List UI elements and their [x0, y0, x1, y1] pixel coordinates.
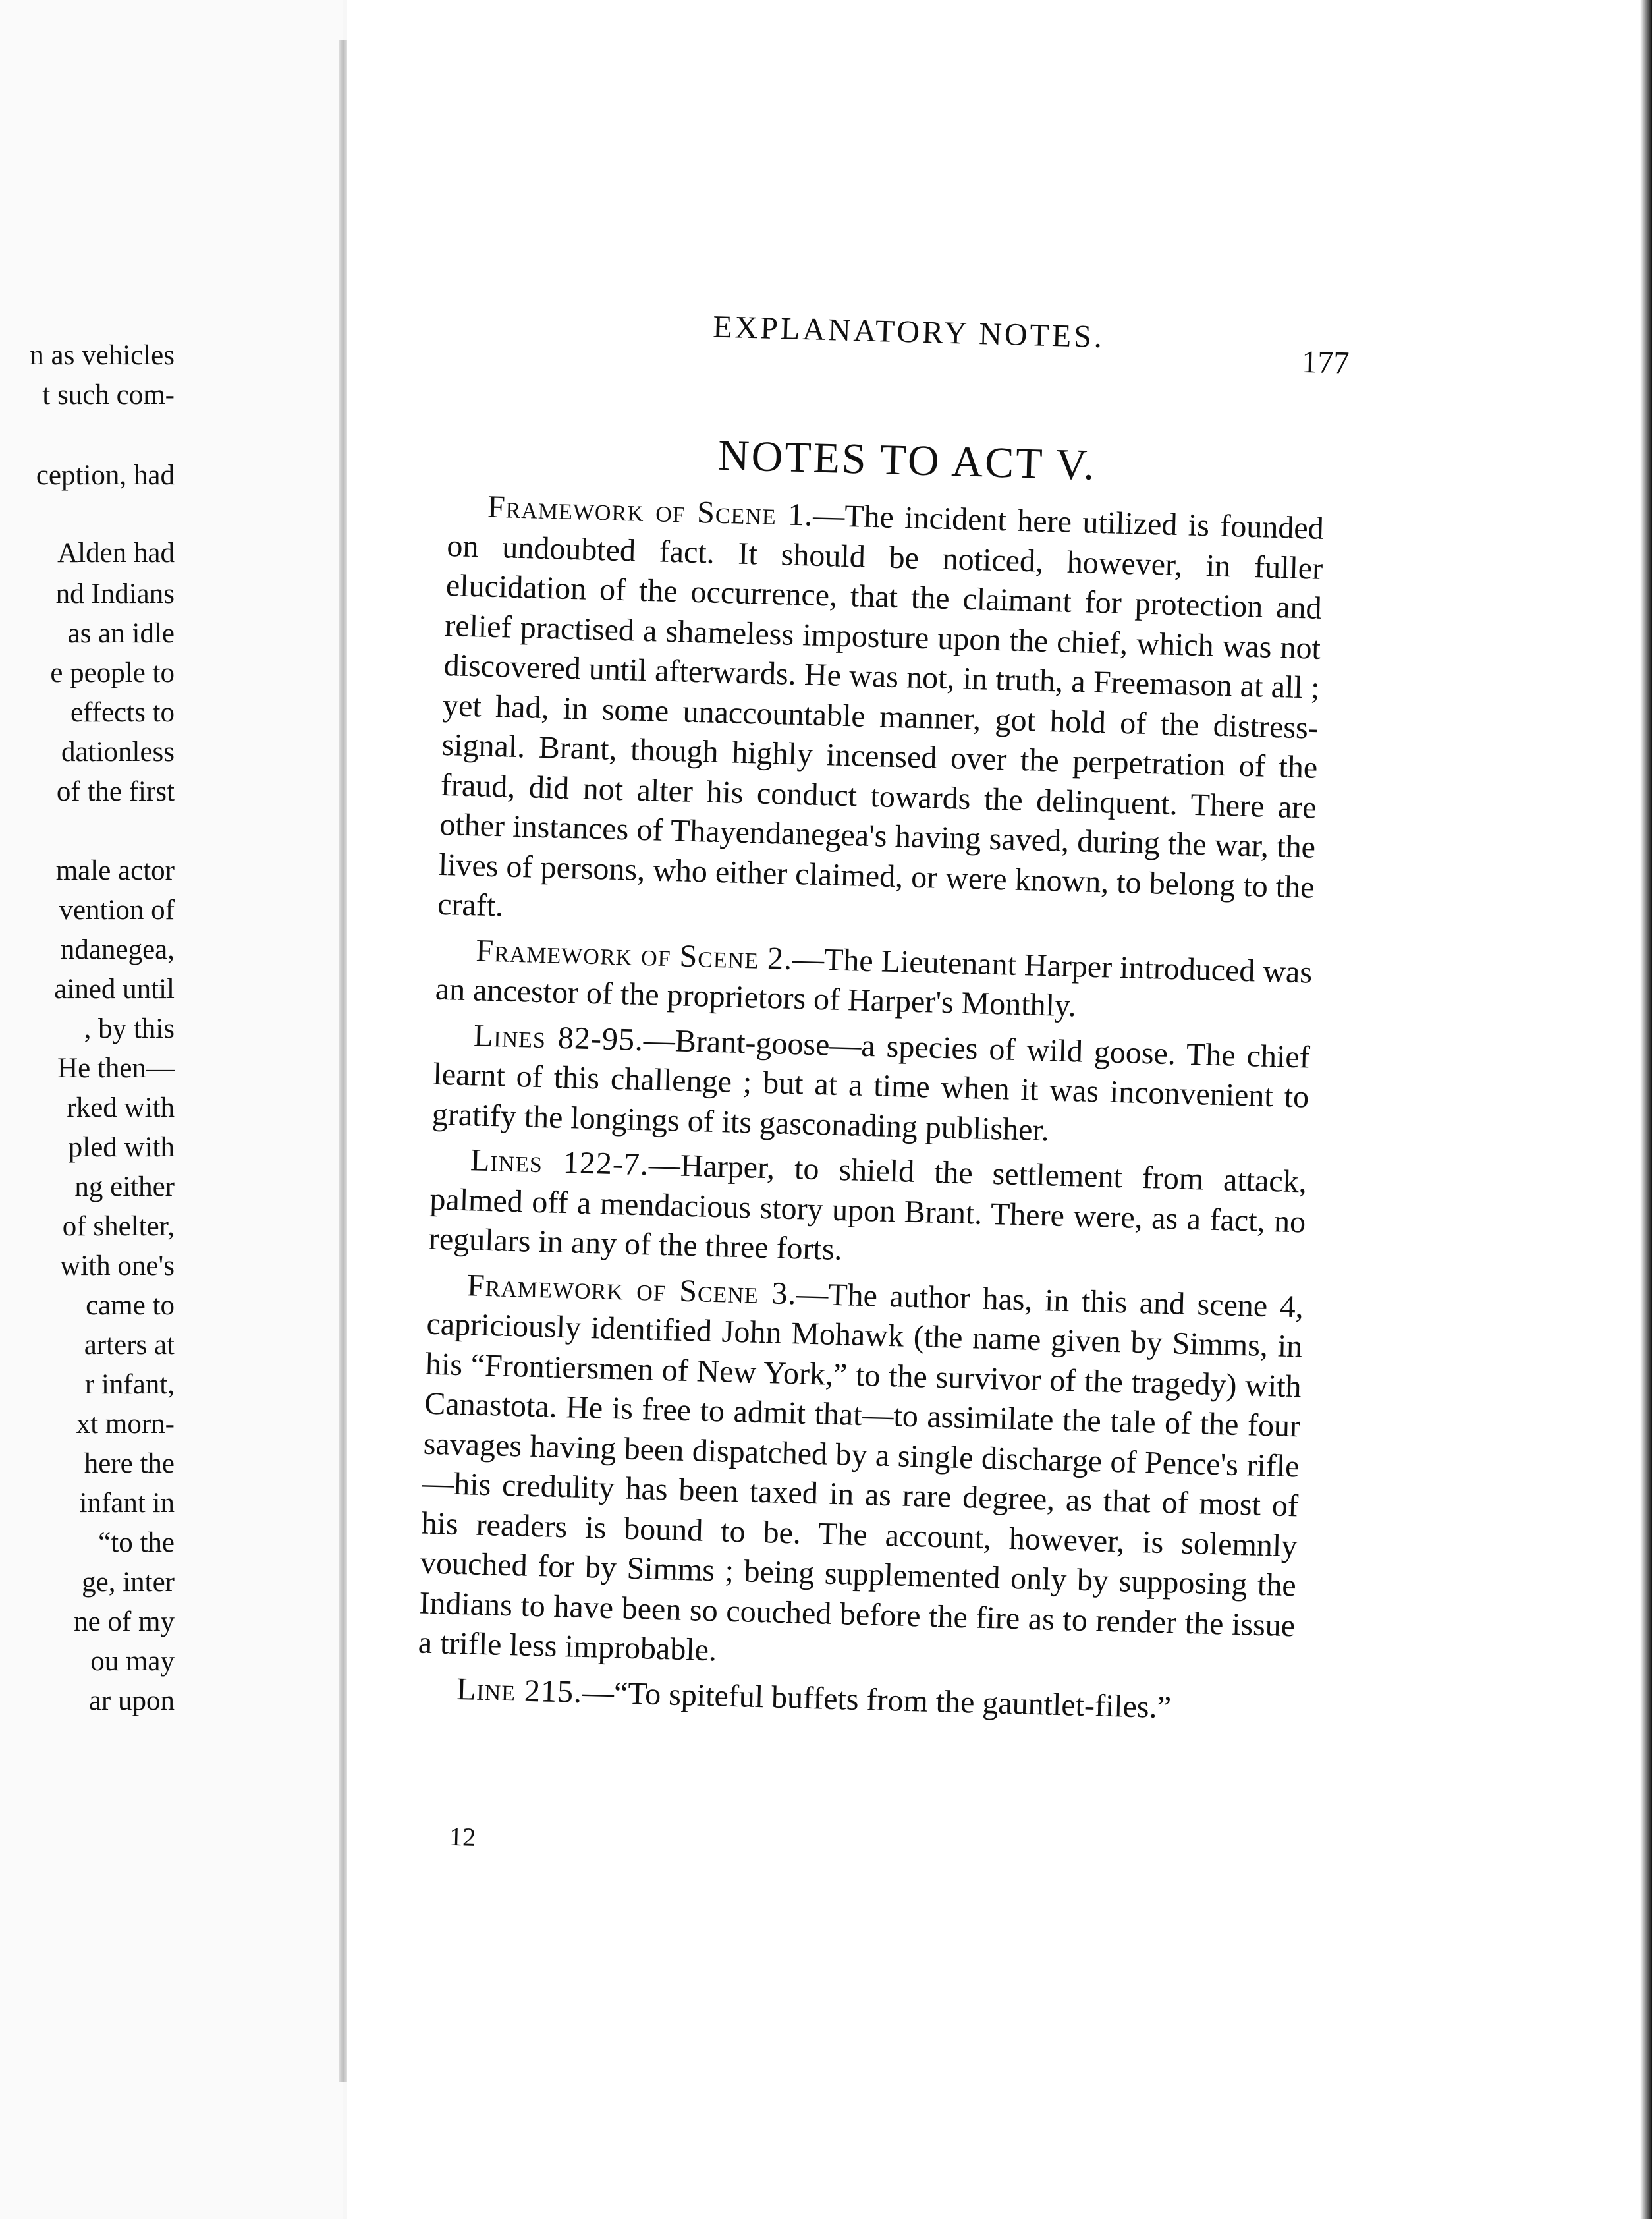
left-page-line: ndanegea,	[60, 934, 175, 965]
note-framework-scene-3	[418, 1264, 1304, 1686]
left-page-line: ne of my	[74, 1606, 175, 1637]
left-page-line: nd Indians	[55, 578, 175, 609]
note-lead: Lines 82-95.	[473, 1017, 644, 1057]
left-page-line: e people to	[50, 658, 175, 688]
left-page-line: ained until	[54, 974, 175, 1005]
left-page-line: effects to	[70, 697, 175, 728]
left-page-line: with one's	[60, 1250, 175, 1281]
left-page-line: t such com-	[42, 379, 175, 410]
left-page-line: ar upon	[88, 1685, 175, 1716]
signature-mark: 12	[449, 1821, 476, 1852]
left-page-line: dationless	[61, 737, 175, 768]
notes-body	[416, 486, 1324, 1731]
left-page-line: ou may	[90, 1646, 175, 1677]
running-head: EXPLANATORY NOTES.	[712, 309, 1105, 355]
left-page-line: ception, had	[36, 460, 175, 491]
left-page-line: “to the	[98, 1527, 175, 1558]
note-framework-scene-2	[435, 930, 1313, 1032]
left-page-line: pled with	[68, 1132, 175, 1163]
left-page-line: Alden had	[57, 538, 175, 569]
note-lead: Framework of Scene 3.	[466, 1267, 798, 1311]
page-number: 177	[1301, 344, 1350, 381]
left-page-line: , by this	[84, 1013, 175, 1044]
note-lead: Framework of Scene 1.	[487, 489, 813, 533]
left-page-line: came to	[86, 1290, 175, 1321]
left-page-line: ng either	[74, 1171, 175, 1202]
left-page-line: infant in	[79, 1488, 175, 1519]
note-lead: Line 215.	[456, 1671, 583, 1710]
note-text: —The Lieutenant Harper introduced was an ancestor of the proprietors of Harper's Monthly.	[435, 941, 1313, 1024]
note-lines-122-7	[428, 1140, 1307, 1282]
left-page-line: here the	[84, 1448, 175, 1479]
left-page-line: arters at	[84, 1330, 175, 1361]
note-text: —The incident here utilized is founded on undoubted fact. It should be noticed, however, in fuller elucidation of the occurrence, that the claimant for protection and relief practised a shameless imposture upon the chief, which was not discovered until afterwards. He was not, in truth, a Freemason at all ; yet had, in some unaccountable manner, got hold of the distress-signal. Brant, though highly incensed over the perpetration of the fraud, did not alter his conduct towards the delinquent. There are other instances of Thayendanegea's having saved, during the war, the lives of persons, who either claimed, or were known, to belong to the craft.	[437, 497, 1325, 924]
note-lines-82-95	[431, 1015, 1310, 1157]
note-text: —“To spiteful buffets from the gauntlet-files.”	[582, 1674, 1172, 1725]
left-page-line: rked with	[67, 1092, 175, 1123]
left-page-line: of shelter,	[62, 1211, 175, 1242]
section-title: NOTES TO ACT V.	[717, 431, 1097, 490]
note-lead: Lines 122-7.	[470, 1142, 649, 1183]
left-page-line: as an idle	[67, 618, 175, 649]
note-text: —The author has, in this and scene 4, capriciously identified John Mohawk (the name given by Simms, in his “Frontiersmen of New York,” to the survivor of the tragedy) with Canastota. He is free to admit that—to assimilate the tale of the four savages having been dispatched by a single discharge of Pence's rifle—his credulity has been taxed in as rare degree, as that of most of his readers is bound to be. The account, however, is solemnly vouched for by Simms ; being supplemented only by supposing the Indians to have been so couched before the fire as to render the issue a trifle less improbable.	[418, 1276, 1304, 1668]
left-page-line: He then—	[57, 1053, 175, 1084]
note-framework-scene-1	[437, 486, 1324, 947]
left-page-line: male actor	[55, 855, 175, 886]
left-page-line: of the first	[56, 776, 175, 807]
left-page-line: xt morn-	[76, 1409, 175, 1440]
note-lead: Framework of Scene 2.	[475, 932, 793, 976]
left-page-line: n as vehicles	[30, 340, 175, 371]
left-page-line: r infant,	[84, 1369, 175, 1400]
left-page-line: vention of	[59, 895, 175, 926]
left-page-line: ge, inter	[82, 1567, 175, 1598]
note-text: —Brant-goose—a species of wild goose. The chief learnt of this challenge ; but at a time when it was inconvenient to gratify the longings of its gasconading publisher.	[431, 1022, 1311, 1148]
note-text: —Harper, to shield the settlement from attack, palmed off a mendacious story upon Brant. There were, as a fact, no regulars in any of the three forts.	[428, 1147, 1308, 1268]
